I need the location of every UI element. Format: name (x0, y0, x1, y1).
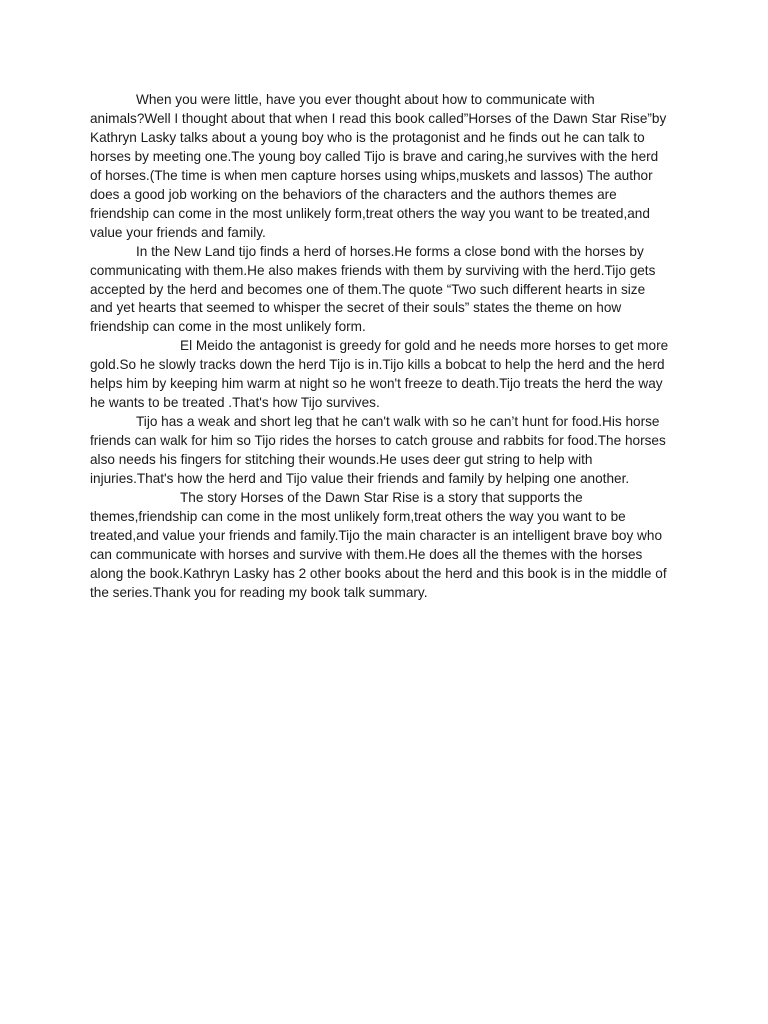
text-line: treated,and value your friends and family.Tijo the main character is an intelligent brave boy who (90, 527, 662, 543)
text-line: horses by meeting one.The young boy called Tijo is brave and caring,he survives with the herd (90, 148, 659, 164)
paragraph (90, 243, 690, 338)
text-line: Kathryn Lasky talks about a young boy who is the protagonist and he finds out he can talk to (90, 129, 645, 145)
text-line: gold.So he slowly tracks down the herd Tijo is in.Tijo kills a bobcat to help the herd and the herd (90, 357, 665, 373)
paragraph (90, 489, 690, 603)
text-line: helps him by keeping him warm at night so he won't freeze to death.Tijo treats the herd the way (90, 376, 663, 392)
text-line: friendship can come in the most unlikely form. (90, 319, 366, 335)
text-line: also needs his fingers for stitching their wounds.He uses deer gut string to help with (90, 452, 593, 468)
paragraph (90, 337, 690, 413)
text-line: themes,friendship can come in the most unlikely form,treat others the way you want to be (90, 508, 626, 524)
paragraph (90, 91, 690, 243)
text-line: friends can walk for him so Tijo rides the horses to catch grouse and rabbits for food.The horses (90, 433, 666, 449)
document-body (90, 91, 690, 603)
text-line: the series.Thank you for reading my book talk summary. (90, 584, 428, 600)
text-line: of horses.(The time is when men capture horses using whips,muskets and lassos) The author (90, 167, 653, 183)
text-line: El Meido the antagonist is greedy for gold and he needs more horses to get more (180, 338, 669, 354)
text-line: The story Horses of the Dawn Star Rise is a story that supports the (180, 490, 583, 506)
text-line: In the New Land tijo finds a herd of horses.He forms a close bond with the horses by (136, 243, 644, 259)
text-line: and yet hearts that seemed to whisper the secret of their souls” states the theme on how (90, 300, 622, 316)
text-line: can communicate with horses and survive with them.He does all the themes with the horses (90, 546, 643, 562)
text-line: he wants to be treated .That's how Tijo survives. (90, 395, 380, 411)
text-line: does a good job working on the behaviors of the characters and the authors themes are (90, 186, 617, 202)
text-line: When you were little, have you ever thought about how to communicate with (136, 92, 595, 107)
text-line: friendship can come in the most unlikely form,treat others the way you want to be treated,and (90, 205, 650, 221)
text-line: injuries.That's how the herd and Tijo value their friends and family by helping one another. (90, 471, 630, 487)
text-line: Tijo has a weak and short leg that he can't walk with so he can’t hunt for food.His horse (136, 414, 660, 430)
text-line: accepted by the herd and becomes one of them.The quote “Two such different hearts in size (90, 281, 646, 297)
text-line: value your friends and family. (90, 224, 266, 240)
text-line: communicating with them.He also makes friends with them by surviving with the herd.Tijo gets (90, 262, 656, 278)
paragraph (90, 413, 690, 489)
text-line: along the book.Kathryn Lasky has 2 other books about the herd and this book is in the middle of (90, 565, 667, 581)
text-line: animals?Well I thought about that when I read this book called”Horses of the Dawn Star Rise”by (90, 110, 667, 126)
